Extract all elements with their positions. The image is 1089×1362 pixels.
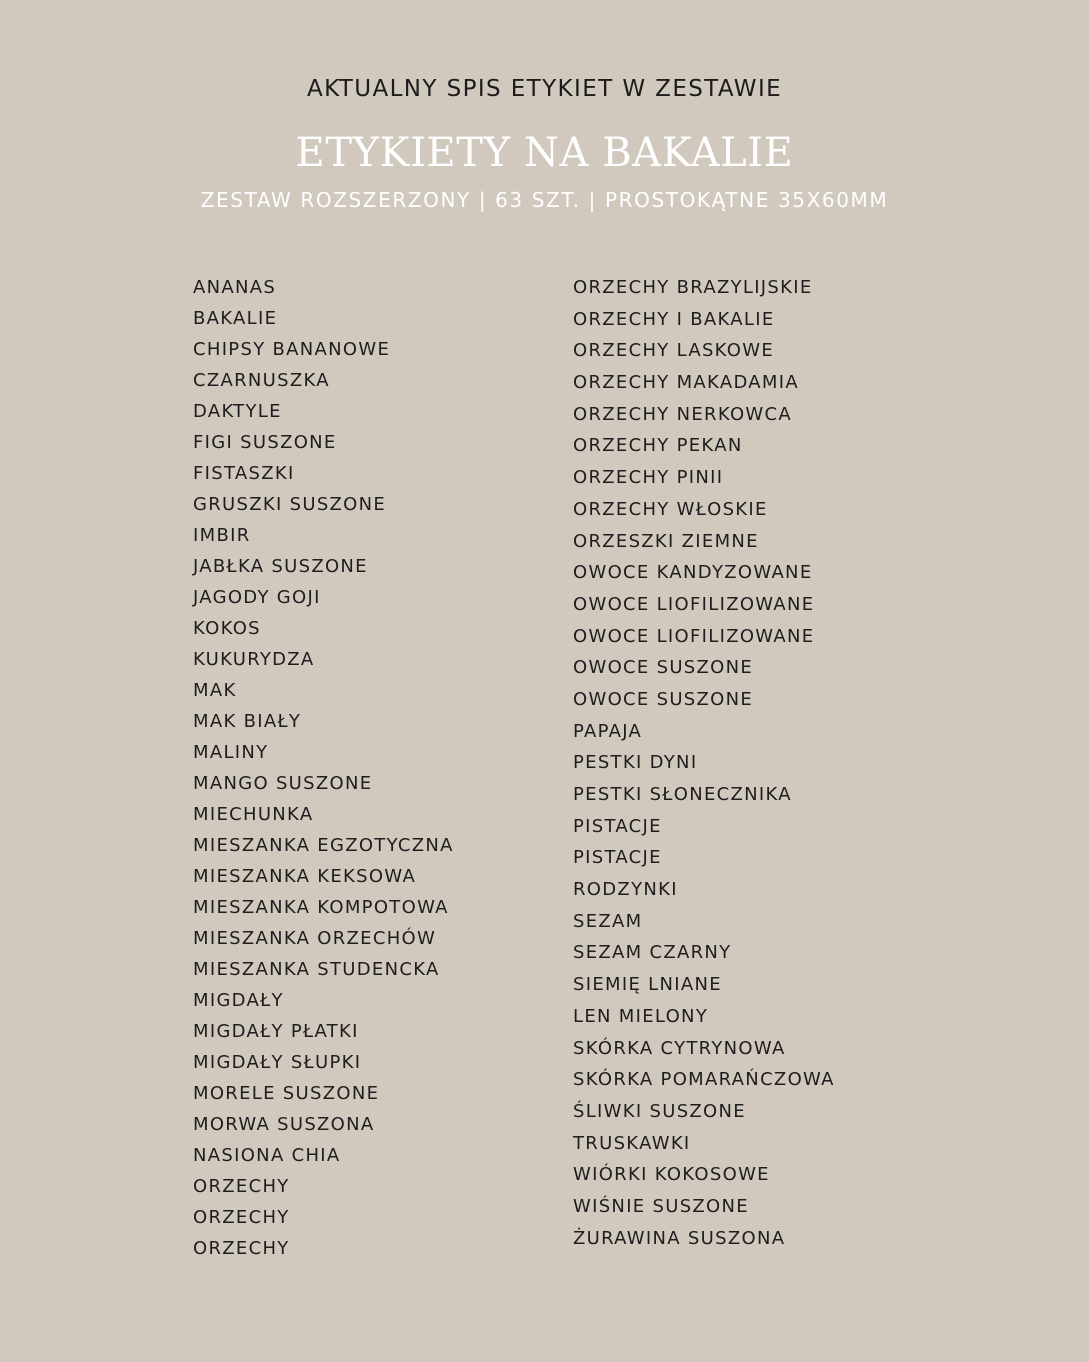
label-list-item: ORZECHY: [193, 1207, 290, 1228]
label-list-item: ANANAS: [193, 277, 277, 298]
label-list-item: KOKOS: [193, 618, 261, 639]
label-list-item: MAK: [193, 680, 237, 701]
label-list-item: OWOCE KANDYZOWANE: [573, 562, 813, 584]
label-list-item: ŻURAWINA SUSZONA: [573, 1227, 786, 1249]
label-list-item: FIGI SUSZONE: [193, 432, 337, 453]
label-list-item: RODZYNKI: [573, 879, 678, 901]
label-list-item: CHIPSY BANANOWE: [193, 339, 391, 360]
label-list-left-column: [193, 272, 454, 1264]
label-list-item: ORZECHY I BAKALIE: [573, 308, 775, 330]
label-list-item: PESTKI SŁONECZNIKA: [573, 784, 792, 805]
label-list-item: OWOCE LIOFILIZOWANE: [573, 593, 815, 615]
label-list-item: ORZECHY BRAZYLIJSKIE: [573, 277, 813, 298]
label-list-item: ORZECHY NERKOWCA: [573, 403, 793, 425]
label-list-item: SIEMIĘ LNIANE: [573, 974, 722, 996]
label-list-item: PESTKI DYNI: [573, 752, 698, 774]
label-list-item: SEZAM CZARNY: [573, 942, 732, 964]
label-list-item: GRUSZKI SUSZONE: [193, 494, 387, 515]
label-list-item: DAKTYLE: [193, 401, 282, 422]
label-list-item: IMBIR: [193, 525, 251, 546]
page-title: ETYKIETY NA BAKALIE: [295, 130, 794, 176]
label-list-item: PISTACJE: [573, 815, 662, 837]
label-list-item: ORZECHY WŁOSKIE: [573, 498, 768, 520]
label-list-item: MIESZANKA KOMPOTOWA: [193, 897, 449, 918]
page-kicker: AKTUALNY SPIS ETYKIET W ZESTAWIE: [306, 76, 783, 102]
label-list-item: MIGDAŁY: [193, 990, 284, 1011]
label-list-item: WIŚNIE SUSZONE: [573, 1195, 749, 1217]
label-list-item: PISTACJE: [573, 847, 662, 869]
label-list-item: MIESZANKA STUDENCKA: [193, 959, 440, 980]
label-list-item: SEZAM: [573, 910, 643, 932]
label-list-item: WIÓRKI KOKOSOWE: [573, 1164, 770, 1186]
label-list-item: MANGO SUSZONE: [193, 773, 373, 794]
label-list-item: FISTASZKI: [193, 463, 295, 484]
label-list-item: ORZECHY MAKADAMIA: [573, 372, 799, 394]
label-list-item: MIGDAŁY SŁUPKI: [193, 1052, 362, 1073]
label-list-item: OWOCE SUSZONE: [573, 688, 754, 710]
page-subtitle: ZESTAW ROZSZERZONY | 63 SZT. | PROSTOKĄTNE 35X60MM: [200, 188, 889, 212]
label-list-item: BAKALIE: [193, 308, 278, 329]
label-list-item: MORELE SUSZONE: [193, 1083, 380, 1104]
label-list-item: MAK BIAŁY: [193, 711, 302, 732]
label-list-item: ORZECHY LASKOWE: [573, 340, 775, 362]
label-list-item: NASIONA CHIA: [193, 1145, 341, 1166]
label-list-item: JABŁKA SUSZONE: [193, 556, 368, 577]
label-list-item: PAPAJA: [573, 720, 643, 742]
label-list-item: LEN MIELONY: [573, 1005, 709, 1027]
label-list-item: ORZECHY: [193, 1238, 290, 1259]
label-list-item: MIGDAŁY PŁATKI: [193, 1021, 359, 1042]
label-list-item: CZARNUSZKA: [193, 370, 330, 391]
label-list-item: MIESZANKA EGZOTYCZNA: [193, 835, 454, 856]
label-list-item: ORZECHY: [193, 1176, 290, 1197]
label-list-item: ORZESZKI ZIEMNE: [573, 530, 759, 552]
label-list-item: MIECHUNKA: [193, 804, 314, 825]
label-list-item: SKÓRKA POMARAŃCZOWA: [573, 1069, 835, 1091]
label-list-item: ORZECHY PINII: [573, 467, 724, 489]
label-list-item: ORZECHY PEKAN: [573, 435, 743, 457]
label-list-item: ŚLIWKI SUSZONE: [573, 1100, 746, 1122]
label-list-item: OWOCE LIOFILIZOWANE: [573, 625, 815, 647]
label-list-item: TRUSKAWKI: [573, 1132, 691, 1154]
label-list-item: MALINY: [193, 742, 269, 763]
label-list-item: MORWA SUSZONA: [193, 1114, 375, 1135]
label-list-item: MIESZANKA KEKSOWA: [193, 866, 417, 887]
label-list-item: OWOCE SUSZONE: [573, 657, 754, 679]
label-list-item: JAGODY GOJI: [193, 587, 321, 608]
label-list-item: MIESZANKA ORZECHÓW: [193, 928, 437, 949]
label-list-item: SKÓRKA CYTRYNOWA: [573, 1037, 786, 1059]
label-list-right-column: [573, 272, 835, 1254]
label-list-item: KUKURYDZA: [193, 649, 315, 670]
